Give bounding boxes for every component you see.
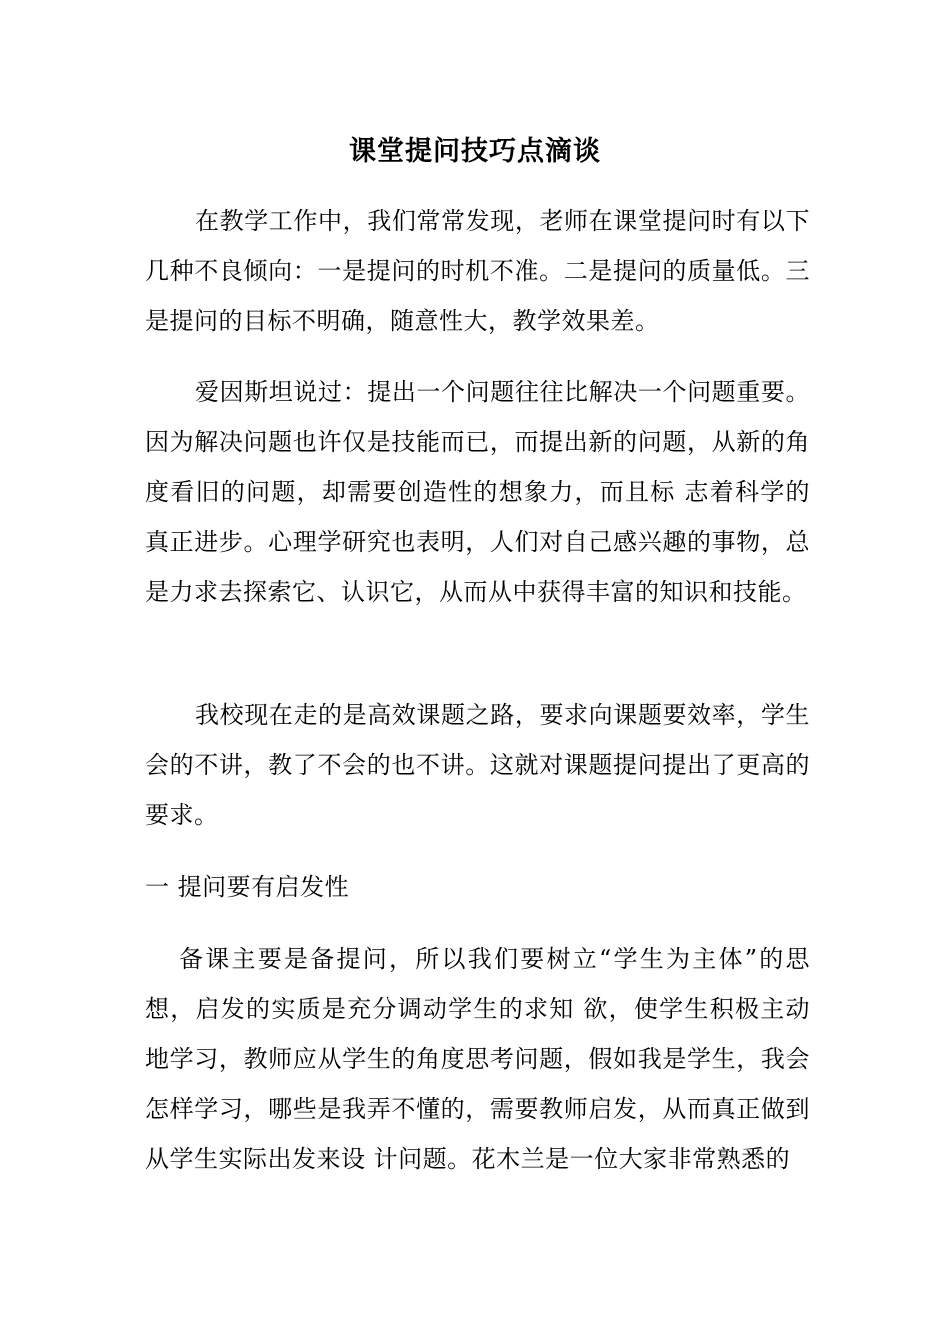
paragraph-intro: 在教学工作中，我们常常发现，老师在课堂提问时有以下几种不良倾向：一是提问的时机不准。二是提问的质量低。三是提问的目标不明确，随意性大，教学效果差。 xyxy=(145,207,810,335)
paragraph-einstein: 爱因斯坦说过：提出一个问题往往比解决一个问题重要。因为解决问题也许仅是技能而已，而提出新的问题，从新的角度看旧的问题，却需要创造性的想象力，而且标 志着科学的真正进步。心理学研究也表明，人们对自己感兴趣的事物，总是力求去探索它、认识它，从而从中获得丰富的知识和技能。 xyxy=(145,378,810,606)
document-title: 课堂提问技巧点滴谈 xyxy=(349,136,601,167)
paragraph-inspiration: 备课主要是备提问，所以我们要树立“学生为主体”的思想，启发的实质是充分调动学生的求知 欲，使学生积极主动地学习，教师应从学生的角度思考问题，假如我是学生，我会怎样学习，哪些是我弄不懂的，需要教师启发，从而真正做到从学生实际出发来设 计问题。花木兰是一位大家非常熟悉的 xyxy=(145,945,810,1173)
paragraph-efficiency: 我校现在走的是高效课题之路，要求向课题要效率，学生会的不讲，教了不会的也不讲。这就对课题提问提出了更高的要求。 xyxy=(145,701,810,829)
section-heading: 一 提问要有启发性 xyxy=(145,873,350,901)
